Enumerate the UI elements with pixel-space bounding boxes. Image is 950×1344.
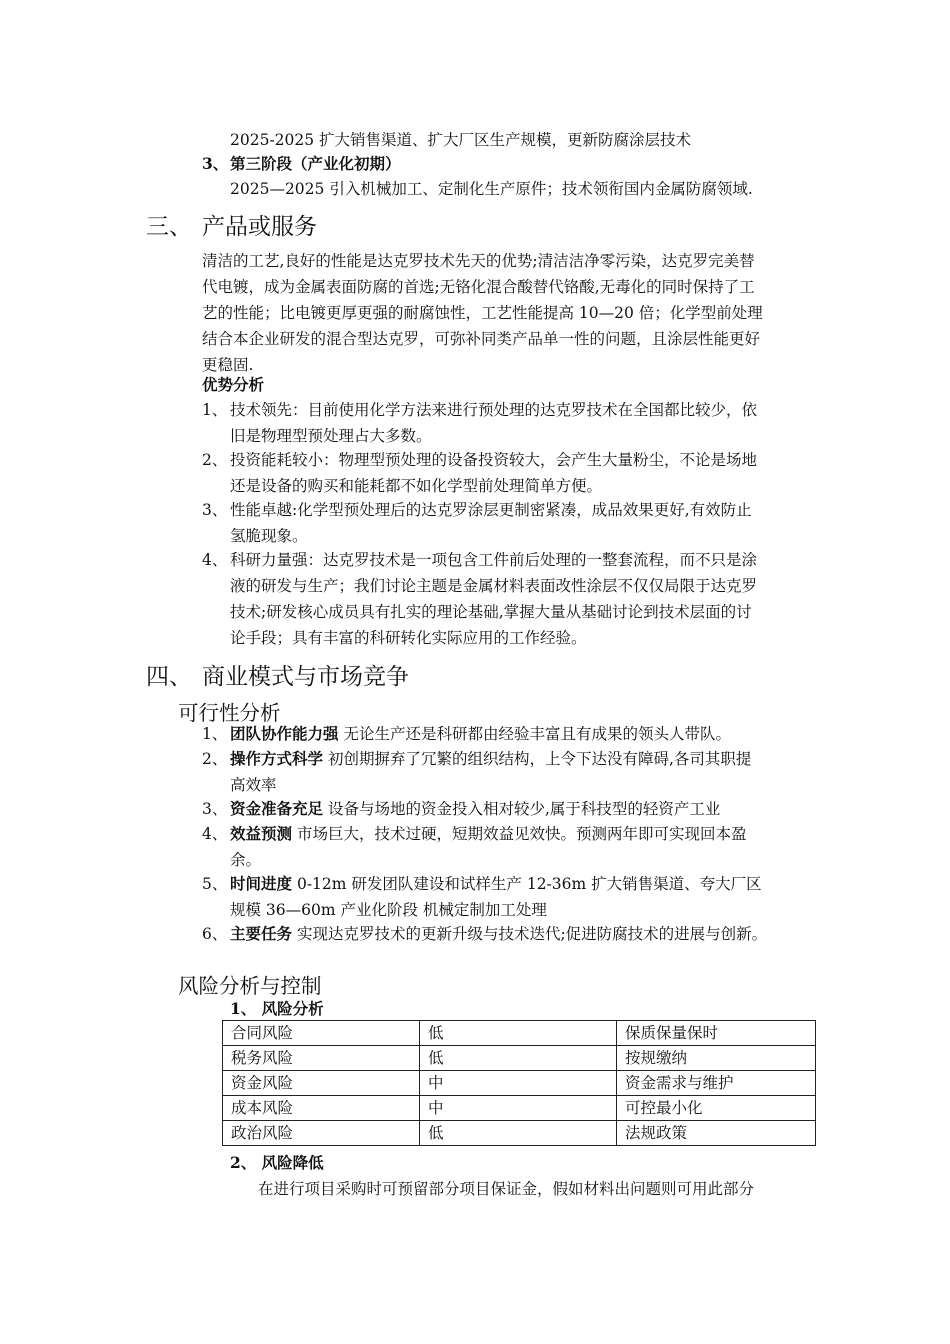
item-line: 初创期摒弃了冗繁的组织结构，上令下达没有障碍,各司其职提 bbox=[327, 750, 752, 768]
item-keyword: 效益预测 bbox=[230, 825, 293, 843]
item-line: 科研力量强：达克罗技术是一项包含工件前后处理的一整套流程，而不只是涂 bbox=[230, 551, 758, 569]
risk-reduction-text: 在进行项目采购时可预留部分项目保证金，假如材料出问题则可用此部分 bbox=[258, 1180, 755, 1198]
item-line: 氢脆现象。 bbox=[230, 527, 308, 545]
intro-line: 清洁的工艺,良好的性能是达克罗技术先天的优势;清洁洁净零污染，达克罗完美替 bbox=[202, 252, 755, 270]
item-number: 3、 bbox=[202, 800, 228, 818]
item-line: 无论生产还是科研都由经验丰富且有成果的领头人带队。 bbox=[343, 725, 731, 743]
item-line: 性能卓越:化学型预处理后的达克罗涂层更制密紧凑，成品效果更好,有效防止 bbox=[230, 501, 752, 519]
phase2-text: 2025-2025 扩大销售渠道、扩大厂区生产规模，更新防腐涂层技术 bbox=[230, 131, 692, 149]
item-line: 市场巨大，技术过硬，短期效益见效快。预测两年即可实现回本盈 bbox=[296, 825, 747, 843]
risk-type-cell: 合同风险 bbox=[223, 1021, 420, 1046]
table-row bbox=[223, 1046, 816, 1071]
item-number: 4、 bbox=[202, 551, 228, 569]
section3-title: 产品或服务 bbox=[202, 214, 317, 240]
item-line: 实现达克罗技术的更新升级与技术迭代;促进防腐技术的进展与创新。 bbox=[296, 925, 768, 943]
item-line: 投资能耗较小：物理型预处理的设备投资较大，会产生大量粉尘，不论是场地 bbox=[230, 451, 758, 469]
risk-type-cell: 税务风险 bbox=[223, 1046, 420, 1071]
risk-reduction-heading: 2、 风险降低 bbox=[230, 1153, 324, 1172]
item-number: 2、 bbox=[202, 451, 228, 469]
section3-intro bbox=[202, 248, 763, 378]
risk-type-cell: 政治风险 bbox=[223, 1121, 420, 1146]
risk-level-cell: 低 bbox=[420, 1121, 617, 1146]
item-line: 规模 36—60m 产业化阶段 机械定制加工处理 bbox=[230, 901, 547, 919]
phase3-text: 2025—2025 引入机械加工、定制化生产原件；技术领衔国内金属防腐领域. bbox=[230, 180, 753, 198]
phase3-title: 第三阶段（产业化初期） bbox=[230, 154, 401, 173]
risk-measure-cell: 资金需求与维护 bbox=[617, 1071, 816, 1096]
risk-title: 风险分析与控制 bbox=[178, 974, 322, 998]
item-keyword: 团队协作能力强 bbox=[230, 725, 339, 743]
item-number: 4、 bbox=[202, 825, 228, 843]
table-row bbox=[223, 1121, 816, 1146]
risk-level-cell: 低 bbox=[420, 1046, 617, 1071]
risk-type-cell: 成本风险 bbox=[223, 1096, 420, 1121]
item-line: 论手段；具有丰富的科研转化实际应用的工作经验。 bbox=[230, 629, 587, 647]
item-line: 余。 bbox=[230, 851, 262, 869]
risk-measure-cell: 可控最小化 bbox=[617, 1096, 816, 1121]
item-number: 6、 bbox=[202, 925, 228, 943]
item-number: 2、 bbox=[202, 750, 228, 768]
table-row bbox=[223, 1021, 816, 1046]
risk-table bbox=[222, 1020, 816, 1146]
risk-measure-cell: 保质保量保时 bbox=[617, 1021, 816, 1046]
item-keyword: 时间进度 bbox=[230, 875, 293, 893]
risk-level-cell: 中 bbox=[420, 1071, 617, 1096]
section3-number: 三、 bbox=[146, 214, 192, 240]
table-row bbox=[223, 1096, 816, 1121]
risk-analysis-heading: 1、 风险分析 bbox=[230, 999, 324, 1018]
intro-line: 艺的性能；比电镀更厚更强的耐腐蚀性，工艺性能提高 10—20 倍；化学型前处理 bbox=[202, 304, 763, 322]
item-line: 还是设备的购买和能耗都不如化学型前处理简单方便。 bbox=[230, 477, 603, 495]
item-number: 3、 bbox=[202, 501, 228, 519]
item-line: 0-12m 研发团队建设和试样生产 12-36m 扩大销售渠道、夸大厂区 bbox=[296, 875, 762, 893]
item-line: 设备与场地的资金投入相对较少,属于科技型的轻资产工业 bbox=[327, 800, 721, 818]
item-keyword: 主要任务 bbox=[230, 925, 293, 943]
item-keyword: 操作方式科学 bbox=[230, 750, 324, 768]
section4-title: 商业模式与市场竞争 bbox=[202, 664, 409, 690]
item-line: 液的研发与生产；我们讨论主题是金属材料表面改性涂层不仅仅局限于达克罗 bbox=[230, 577, 758, 595]
item-number: 5、 bbox=[202, 875, 228, 893]
risk-level-cell: 中 bbox=[420, 1096, 617, 1121]
risk-type-cell: 资金风险 bbox=[223, 1071, 420, 1096]
item-line: 技术领先：目前使用化学方法来进行预处理的达克罗技术在全国都比较少，依 bbox=[230, 401, 758, 419]
item-line: 高效率 bbox=[230, 776, 277, 794]
phase3-number: 3、 bbox=[202, 154, 229, 173]
risk-level-cell: 低 bbox=[420, 1021, 617, 1046]
advantage-heading: 优势分析 bbox=[202, 375, 265, 394]
feasibility-title: 可行性分析 bbox=[178, 701, 281, 725]
item-line: 旧是物理型预处理占大多数。 bbox=[230, 427, 432, 445]
table-row bbox=[223, 1071, 816, 1096]
intro-line: 代电镀，成为金属表面防腐的首选;无铬化混合酸替代铬酸,无毒化的同时保持了工 bbox=[202, 278, 755, 296]
risk-measure-cell: 按规缴纳 bbox=[617, 1046, 816, 1071]
item-line: 技术;研发核心成员具有扎实的理论基础,掌握大量从基础讨论到技术层面的讨 bbox=[230, 603, 752, 621]
risk-measure-cell: 法规政策 bbox=[617, 1121, 816, 1146]
item-keyword: 资金准备充足 bbox=[230, 800, 324, 818]
item-number: 1、 bbox=[202, 401, 228, 419]
intro-line: 结合本企业研发的混合型达克罗，可弥补同类产品单一性的问题，且涂层性能更好 bbox=[202, 330, 761, 348]
section4-number: 四、 bbox=[146, 664, 192, 690]
intro-line: 更稳固. bbox=[202, 356, 254, 374]
item-number: 1、 bbox=[202, 725, 228, 743]
